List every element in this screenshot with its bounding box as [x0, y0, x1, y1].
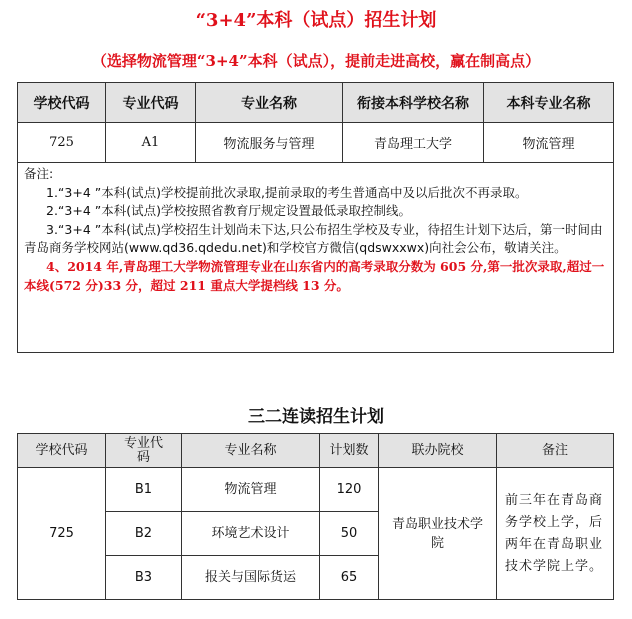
header-school-code: 学校代码 — [18, 434, 106, 468]
table-row — [18, 123, 614, 163]
school-code: 725 — [18, 468, 106, 600]
plan1-title: “3+4”本科（试点）招生计划 — [195, 10, 437, 31]
undergrad-major: 物流管理 — [484, 123, 614, 163]
header-undergrad-major: 本科专业名称 — [484, 83, 614, 123]
header-university-name: 衔接本科学校名称 — [343, 83, 484, 123]
plan-count: 65 — [320, 556, 379, 600]
major-code: A1 — [106, 123, 196, 163]
plan2-table — [17, 433, 614, 600]
notes-row — [18, 163, 614, 353]
header-school-code: 学校代码 — [18, 83, 106, 123]
header-major-name: 专业名称 — [196, 83, 343, 123]
header-plan-count: 计划数 — [320, 434, 379, 468]
note-item-2: 2.“3+4 ”本科(试点)学校按照省教育厅规定设置最低录取控制线。 — [46, 203, 411, 219]
plan1-subtitle: （选择物流管理“3+4”本科（试点），提前走进高校，赢在制高点） — [91, 52, 541, 70]
table-row — [18, 468, 614, 512]
header-partner-college: 联办院校 — [379, 434, 497, 468]
major-name: 环境艺术设计 — [182, 512, 320, 556]
header-major-code: 专业代码 — [106, 434, 182, 468]
plan1-table — [17, 82, 614, 353]
table-header-row — [18, 83, 614, 123]
major-code: B3 — [106, 556, 182, 600]
major-name: 报关与国际货运 — [182, 556, 320, 600]
plan2-title: 三二连读招生计划 — [248, 407, 384, 427]
note-item-4-highlight: 4、2014 年,青岛理工大学物流管理专业在山东省内的高考录取分数为 605 分,第一批次录取,超过一本线(572 分)33 分，超过 211 重点大学提档线 13 分。 — [24, 258, 605, 293]
major-name: 物流管理 — [182, 468, 320, 512]
plan-count: 120 — [320, 468, 379, 512]
note-item-1: 1.“3+4 ”本科(试点)学校提前批次录取,提前录取的考生普通高中及以后批次不再录取。 — [46, 184, 528, 200]
header-major-name: 专业名称 — [182, 434, 320, 468]
school-code: 725 — [18, 123, 106, 163]
major-name: 物流服务与管理 — [196, 123, 343, 163]
header-remark: 备注 — [497, 434, 614, 468]
note-item-3: 3.“3+4 ”本科(试点)学校招生计划尚未下达,只公布招生学校及专业，待招生计划下达后，第一时间由青岛商务学校网站(www.qd36.qdedu.net)和学校官方微信(qdswxxwx)向社会公布，敬请关注。 — [24, 221, 603, 256]
header-major-code: 专业代码 — [106, 83, 196, 123]
plan-count: 50 — [320, 512, 379, 556]
partner-college: 青岛职业技术学院 — [379, 468, 497, 600]
notes-label: 备注: — [24, 166, 54, 181]
table-header-row — [18, 434, 614, 468]
university-name: 青岛理工大学 — [343, 123, 484, 163]
major-code: B1 — [106, 468, 182, 512]
notes-cell — [18, 163, 614, 353]
major-code: B2 — [106, 512, 182, 556]
remark: 前三年在青岛商务学校上学，后两年在青岛职业技术学院上学。 — [497, 468, 614, 600]
